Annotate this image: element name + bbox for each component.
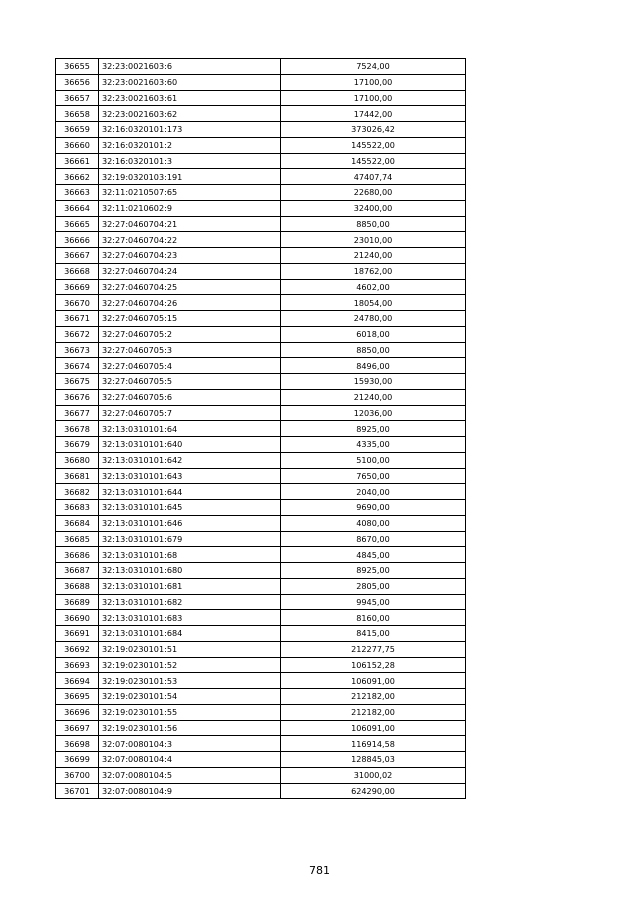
cadastral-number-cell: 32:27:0460704:23 <box>99 248 281 264</box>
cadastral-number-cell: 32:23:0021603:6 <box>99 59 281 75</box>
table-row <box>56 767 466 783</box>
cadastral-value-cell: 18762,00 <box>281 263 466 279</box>
table-row <box>56 547 466 563</box>
cadastral-value-cell: 8925,00 <box>281 563 466 579</box>
cadastral-number-cell: 32:27:0460704:24 <box>99 263 281 279</box>
cadastral-number-cell: 32:13:0310101:642 <box>99 452 281 468</box>
cadastral-number-cell: 32:13:0310101:64 <box>99 421 281 437</box>
cadastral-number-cell: 32:23:0021603:60 <box>99 74 281 90</box>
cadastral-number-cell: 32:11:0210602:9 <box>99 200 281 216</box>
row-number-cell: 36690 <box>56 610 99 626</box>
cadastral-value-cell: 17100,00 <box>281 90 466 106</box>
table-row <box>56 106 466 122</box>
cadastral-number-cell: 32:27:0460705:7 <box>99 405 281 421</box>
row-number-cell: 36687 <box>56 563 99 579</box>
cadastral-number-cell: 32:27:0460705:5 <box>99 374 281 390</box>
table-row <box>56 673 466 689</box>
table-row <box>56 374 466 390</box>
table-row <box>56 531 466 547</box>
cadastral-number-cell: 32:27:0460704:25 <box>99 279 281 295</box>
cadastral-value-cell: 8850,00 <box>281 342 466 358</box>
table-row <box>56 232 466 248</box>
cadastral-value-cell: 4845,00 <box>281 547 466 563</box>
cadastral-number-cell: 32:13:0310101:683 <box>99 610 281 626</box>
cadastral-value-cell: 17100,00 <box>281 74 466 90</box>
table-row <box>56 263 466 279</box>
cadastral-value-cell: 7650,00 <box>281 468 466 484</box>
cadastral-number-cell: 32:13:0310101:681 <box>99 578 281 594</box>
cadastral-value-cell: 22680,00 <box>281 185 466 201</box>
table-row <box>56 122 466 138</box>
table-row <box>56 452 466 468</box>
cadastral-value-cell: 32400,00 <box>281 200 466 216</box>
row-number-cell: 36680 <box>56 452 99 468</box>
table-row <box>56 468 466 484</box>
row-number-cell: 36701 <box>56 783 99 799</box>
cadastral-number-cell: 32:16:0320101:173 <box>99 122 281 138</box>
cadastral-number-cell: 32:19:0230101:55 <box>99 704 281 720</box>
cadastral-value-cell: 23010,00 <box>281 232 466 248</box>
cadastral-number-cell: 32:19:0230101:54 <box>99 689 281 705</box>
table-row <box>56 563 466 579</box>
cadastral-value-cell: 4602,00 <box>281 279 466 295</box>
cadastral-number-cell: 32:07:0080104:3 <box>99 736 281 752</box>
table-row <box>56 783 466 799</box>
row-number-cell: 36655 <box>56 59 99 75</box>
cadastral-value-cell: 145522,00 <box>281 153 466 169</box>
table-row <box>56 484 466 500</box>
cadastral-number-cell: 32:13:0310101:644 <box>99 484 281 500</box>
cadastral-number-cell: 32:27:0460705:3 <box>99 342 281 358</box>
cadastral-number-cell: 32:19:0230101:56 <box>99 720 281 736</box>
row-number-cell: 36670 <box>56 295 99 311</box>
cadastral-value-cell: 12036,00 <box>281 405 466 421</box>
cadastral-value-cell: 21240,00 <box>281 248 466 264</box>
cadastral-value-cell: 128845,03 <box>281 752 466 768</box>
row-number-cell: 36674 <box>56 358 99 374</box>
table-body <box>56 59 466 799</box>
cadastral-value-cell: 8925,00 <box>281 421 466 437</box>
row-number-cell: 36661 <box>56 153 99 169</box>
cadastral-number-cell: 32:13:0310101:684 <box>99 626 281 642</box>
row-number-cell: 36673 <box>56 342 99 358</box>
row-number-cell: 36666 <box>56 232 99 248</box>
table-row <box>56 358 466 374</box>
cadastral-value-cell: 373026,42 <box>281 122 466 138</box>
cadastral-value-table <box>55 58 466 799</box>
cadastral-number-cell: 32:13:0310101:679 <box>99 531 281 547</box>
row-number-cell: 36688 <box>56 578 99 594</box>
cadastral-value-cell: 106091,00 <box>281 720 466 736</box>
cadastral-value-cell: 212277,75 <box>281 641 466 657</box>
cadastral-number-cell: 32:27:0460704:22 <box>99 232 281 248</box>
row-number-cell: 36683 <box>56 500 99 516</box>
cadastral-value-cell: 24780,00 <box>281 311 466 327</box>
cadastral-value-cell: 8850,00 <box>281 216 466 232</box>
row-number-cell: 36675 <box>56 374 99 390</box>
table-row <box>56 169 466 185</box>
row-number-cell: 36656 <box>56 74 99 90</box>
table-row <box>56 342 466 358</box>
cadastral-number-cell: 32:19:0230101:53 <box>99 673 281 689</box>
table-row <box>56 704 466 720</box>
cadastral-value-cell: 212182,00 <box>281 689 466 705</box>
cadastral-value-cell: 2040,00 <box>281 484 466 500</box>
row-number-cell: 36682 <box>56 484 99 500</box>
cadastral-number-cell: 32:13:0310101:68 <box>99 547 281 563</box>
row-number-cell: 36667 <box>56 248 99 264</box>
cadastral-value-cell: 212182,00 <box>281 704 466 720</box>
row-number-cell: 36689 <box>56 594 99 610</box>
row-number-cell: 36681 <box>56 468 99 484</box>
row-number-cell: 36684 <box>56 515 99 531</box>
table-row <box>56 311 466 327</box>
table-row <box>56 200 466 216</box>
table-row <box>56 153 466 169</box>
row-number-cell: 36672 <box>56 326 99 342</box>
table-row <box>56 720 466 736</box>
row-number-cell: 36660 <box>56 137 99 153</box>
row-number-cell: 36696 <box>56 704 99 720</box>
table-row <box>56 610 466 626</box>
cadastral-value-cell: 116914,58 <box>281 736 466 752</box>
cadastral-number-cell: 32:11:0210507:65 <box>99 185 281 201</box>
cadastral-value-cell: 21240,00 <box>281 389 466 405</box>
table-row <box>56 279 466 295</box>
cadastral-number-cell: 32:19:0320103:191 <box>99 169 281 185</box>
table-row <box>56 689 466 705</box>
cadastral-value-cell: 5100,00 <box>281 452 466 468</box>
cadastral-value-cell: 9690,00 <box>281 500 466 516</box>
table-row <box>56 657 466 673</box>
row-number-cell: 36671 <box>56 311 99 327</box>
cadastral-number-cell: 32:16:0320101:3 <box>99 153 281 169</box>
cadastral-number-cell: 32:27:0460704:21 <box>99 216 281 232</box>
table-row <box>56 295 466 311</box>
table-row <box>56 248 466 264</box>
table-row <box>56 216 466 232</box>
row-number-cell: 36657 <box>56 90 99 106</box>
row-number-cell: 36669 <box>56 279 99 295</box>
row-number-cell: 36694 <box>56 673 99 689</box>
cadastral-value-cell: 47407,74 <box>281 169 466 185</box>
cadastral-value-cell: 8496,00 <box>281 358 466 374</box>
row-number-cell: 36659 <box>56 122 99 138</box>
table-row <box>56 59 466 75</box>
table-row <box>56 594 466 610</box>
table-row <box>56 500 466 516</box>
row-number-cell: 36676 <box>56 389 99 405</box>
cadastral-number-cell: 32:13:0310101:640 <box>99 437 281 453</box>
row-number-cell: 36700 <box>56 767 99 783</box>
cadastral-number-cell: 32:27:0460705:4 <box>99 358 281 374</box>
table-row <box>56 90 466 106</box>
row-number-cell: 36699 <box>56 752 99 768</box>
cadastral-value-cell: 624290,00 <box>281 783 466 799</box>
table-row <box>56 515 466 531</box>
table-row <box>56 326 466 342</box>
cadastral-number-cell: 32:19:0230101:51 <box>99 641 281 657</box>
table-row <box>56 137 466 153</box>
table-row <box>56 752 466 768</box>
row-number-cell: 36658 <box>56 106 99 122</box>
cadastral-value-cell: 4080,00 <box>281 515 466 531</box>
cadastral-value-cell: 2805,00 <box>281 578 466 594</box>
row-number-cell: 36698 <box>56 736 99 752</box>
table-row <box>56 578 466 594</box>
row-number-cell: 36691 <box>56 626 99 642</box>
cadastral-value-cell: 31000,02 <box>281 767 466 783</box>
table-row <box>56 405 466 421</box>
cadastral-number-cell: 32:23:0021603:62 <box>99 106 281 122</box>
row-number-cell: 36668 <box>56 263 99 279</box>
table-row <box>56 74 466 90</box>
cadastral-value-cell: 17442,00 <box>281 106 466 122</box>
cadastral-value-cell: 18054,00 <box>281 295 466 311</box>
table-row <box>56 736 466 752</box>
row-number-cell: 36662 <box>56 169 99 185</box>
cadastral-value-cell: 7524,00 <box>281 59 466 75</box>
row-number-cell: 36679 <box>56 437 99 453</box>
table-row <box>56 389 466 405</box>
cadastral-value-cell: 15930,00 <box>281 374 466 390</box>
row-number-cell: 36693 <box>56 657 99 673</box>
row-number-cell: 36692 <box>56 641 99 657</box>
cadastral-value-cell: 106091,00 <box>281 673 466 689</box>
cadastral-number-cell: 32:13:0310101:680 <box>99 563 281 579</box>
cadastral-number-cell: 32:13:0310101:645 <box>99 500 281 516</box>
cadastral-number-cell: 32:27:0460705:15 <box>99 311 281 327</box>
cadastral-value-cell: 8670,00 <box>281 531 466 547</box>
cadastral-number-cell: 32:13:0310101:682 <box>99 594 281 610</box>
row-number-cell: 36697 <box>56 720 99 736</box>
row-number-cell: 36677 <box>56 405 99 421</box>
table-row <box>56 626 466 642</box>
row-number-cell: 36664 <box>56 200 99 216</box>
cadastral-value-cell: 8160,00 <box>281 610 466 626</box>
table-row <box>56 437 466 453</box>
cadastral-value-cell: 8415,00 <box>281 626 466 642</box>
row-number-cell: 36695 <box>56 689 99 705</box>
cadastral-value-cell: 145522,00 <box>281 137 466 153</box>
page-number: 781 <box>309 864 330 877</box>
row-number-cell: 36678 <box>56 421 99 437</box>
cadastral-number-cell: 32:27:0460704:26 <box>99 295 281 311</box>
row-number-cell: 36685 <box>56 531 99 547</box>
row-number-cell: 36686 <box>56 547 99 563</box>
table-row <box>56 641 466 657</box>
cadastral-number-cell: 32:07:0080104:4 <box>99 752 281 768</box>
cadastral-number-cell: 32:27:0460705:2 <box>99 326 281 342</box>
cadastral-value-cell: 6018,00 <box>281 326 466 342</box>
table-row <box>56 421 466 437</box>
cadastral-value-cell: 4335,00 <box>281 437 466 453</box>
table-row <box>56 185 466 201</box>
cadastral-number-cell: 32:27:0460705:6 <box>99 389 281 405</box>
cadastral-value-cell: 106152,28 <box>281 657 466 673</box>
cadastral-number-cell: 32:16:0320101:2 <box>99 137 281 153</box>
cadastral-value-cell: 9945,00 <box>281 594 466 610</box>
cadastral-number-cell: 32:07:0080104:5 <box>99 767 281 783</box>
cadastral-number-cell: 32:13:0310101:646 <box>99 515 281 531</box>
cadastral-number-cell: 32:19:0230101:52 <box>99 657 281 673</box>
cadastral-number-cell: 32:07:0080104:9 <box>99 783 281 799</box>
row-number-cell: 36663 <box>56 185 99 201</box>
cadastral-number-cell: 32:23:0021603:61 <box>99 90 281 106</box>
row-number-cell: 36665 <box>56 216 99 232</box>
cadastral-number-cell: 32:13:0310101:643 <box>99 468 281 484</box>
